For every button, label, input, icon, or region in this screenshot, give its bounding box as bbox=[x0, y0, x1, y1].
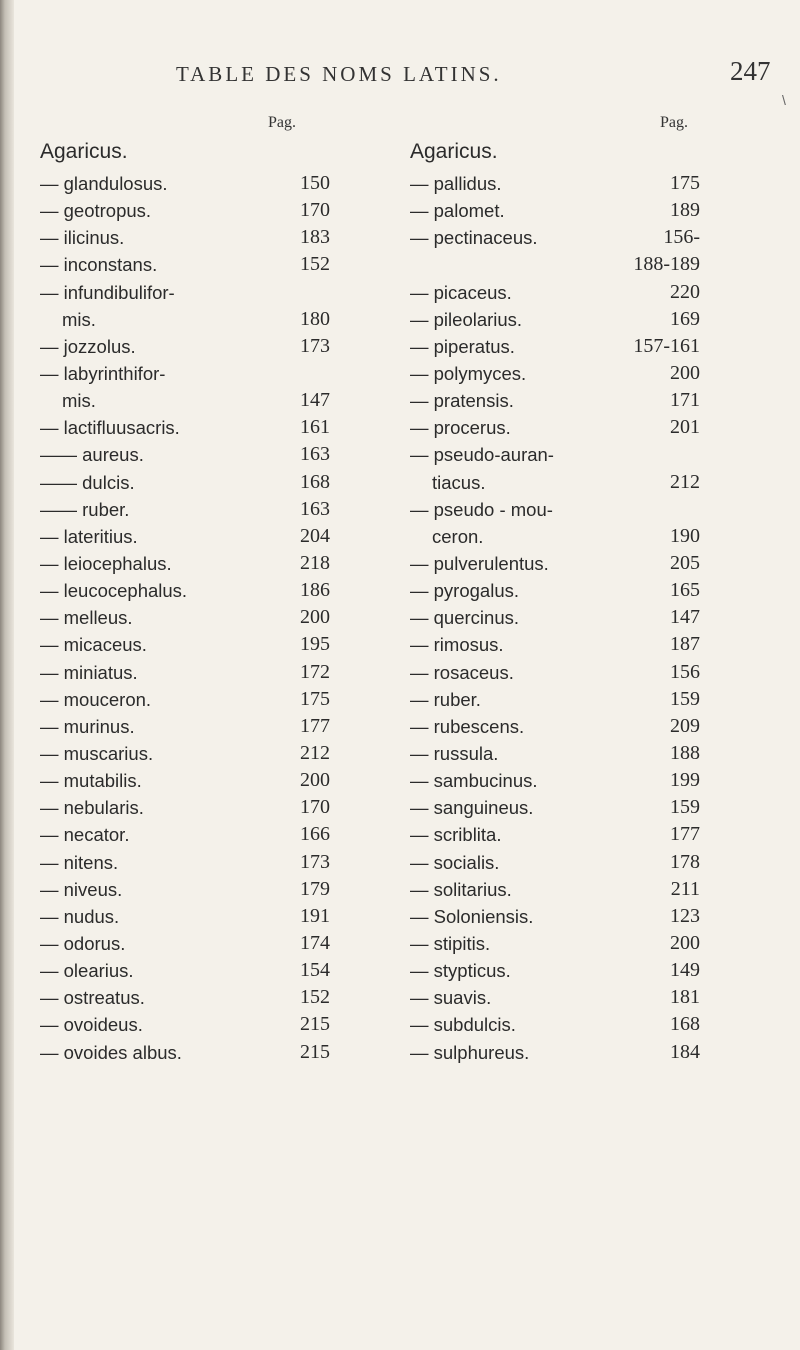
entry-page: 174 bbox=[300, 931, 330, 954]
entry-page: 200 bbox=[300, 606, 330, 629]
entry-page: 147 bbox=[300, 389, 330, 412]
index-entry bbox=[410, 441, 700, 468]
entry-page: 181 bbox=[670, 986, 700, 1009]
index-entry bbox=[410, 984, 700, 1011]
entry-page: 166 bbox=[300, 823, 330, 846]
index-entry bbox=[40, 414, 330, 441]
entry-page: 175 bbox=[670, 172, 700, 194]
entry-page: 188 bbox=[670, 741, 700, 764]
entry-name: — ruber. bbox=[410, 688, 481, 710]
index-entry bbox=[40, 577, 330, 604]
entry-page: 189 bbox=[670, 199, 700, 222]
right-pag-label: Pag. bbox=[660, 114, 688, 131]
index-entry bbox=[410, 740, 700, 767]
entry-page: 173 bbox=[300, 850, 330, 873]
index-entry bbox=[410, 631, 700, 658]
entry-page: 163 bbox=[300, 443, 330, 466]
index-entry bbox=[40, 794, 330, 821]
entry-page: 180 bbox=[300, 307, 330, 330]
entry-name: — pseudo-auran- bbox=[410, 444, 554, 466]
entry-name: — jozzolus. bbox=[40, 335, 136, 357]
entry-name: — leiocephalus. bbox=[40, 552, 172, 574]
entry-name: — pulverulentus. bbox=[410, 552, 549, 574]
entry-page: 161 bbox=[300, 416, 330, 439]
entry-page: 200 bbox=[300, 769, 330, 792]
entry-page: 165 bbox=[670, 579, 700, 602]
entry-name: — ostreatus. bbox=[40, 987, 145, 1009]
entry-name: — ovoides albus. bbox=[40, 1041, 182, 1063]
entry-name: — polymyces. bbox=[410, 362, 527, 384]
entry-name: —— ruber. bbox=[40, 498, 130, 520]
entry-page: 188-189 bbox=[633, 253, 700, 276]
entry-name: — necator. bbox=[40, 824, 130, 846]
index-entry bbox=[410, 821, 700, 848]
entry-name: — miniatus. bbox=[40, 661, 138, 683]
index-entry bbox=[410, 1011, 700, 1038]
entry-name: — nudus. bbox=[40, 905, 120, 927]
index-entry bbox=[410, 170, 700, 197]
entry-name: — ilicinus. bbox=[40, 227, 125, 249]
index-entry bbox=[410, 414, 700, 441]
entry-name: — labyrinthifor- bbox=[40, 362, 166, 384]
entry-name: — subdulcis. bbox=[410, 1014, 516, 1036]
entry-page: 215 bbox=[300, 1013, 330, 1036]
entry-name: — sulphureus. bbox=[410, 1041, 530, 1063]
entry-name: — suavis. bbox=[410, 987, 492, 1009]
index-entry bbox=[40, 279, 330, 306]
entry-page: 218 bbox=[300, 551, 330, 574]
entry-name: — pectinaceus. bbox=[410, 227, 538, 249]
entry-page: 220 bbox=[670, 280, 700, 303]
index-entry bbox=[40, 767, 330, 794]
index-entry bbox=[40, 957, 330, 984]
index-entry bbox=[410, 333, 700, 360]
entry-name: mis. bbox=[62, 308, 96, 330]
index-entry bbox=[410, 659, 700, 686]
entry-name: — piperatus. bbox=[410, 335, 515, 357]
index-entry bbox=[40, 333, 330, 360]
entry-name: — infundibulifor- bbox=[40, 281, 175, 303]
index-entry bbox=[410, 251, 700, 278]
page-number: 247 bbox=[730, 56, 771, 86]
index-entry bbox=[40, 659, 330, 686]
entry-name: — stypticus. bbox=[410, 960, 511, 982]
index-entry bbox=[410, 604, 700, 631]
entry-page: 209 bbox=[670, 714, 700, 737]
index-entry bbox=[40, 550, 330, 577]
entry-name: — mouceron. bbox=[40, 688, 152, 710]
entry-page: 212 bbox=[670, 470, 700, 493]
index-entry bbox=[410, 930, 700, 957]
entry-page: 177 bbox=[300, 714, 330, 737]
entry-page: 175 bbox=[300, 687, 330, 710]
entry-page: 178 bbox=[670, 850, 700, 873]
entry-page: 195 bbox=[300, 633, 330, 656]
entry-name: — quercinus. bbox=[410, 607, 519, 629]
index-entry bbox=[40, 604, 330, 631]
entry-name: — melleus. bbox=[40, 607, 133, 629]
entry-name: — pratensis. bbox=[410, 390, 514, 412]
index-entry bbox=[40, 197, 330, 224]
entry-page: 177 bbox=[670, 823, 700, 846]
entry-name: ceron. bbox=[432, 525, 484, 547]
entry-page: 200 bbox=[670, 931, 700, 954]
index-entry bbox=[410, 387, 700, 414]
index-entry bbox=[40, 360, 330, 387]
index-entry bbox=[410, 550, 700, 577]
entry-name: — geotropus. bbox=[40, 200, 152, 222]
index-entry bbox=[40, 1039, 330, 1066]
index-entry bbox=[410, 197, 700, 224]
index-entry bbox=[410, 767, 700, 794]
entry-page: 152 bbox=[300, 986, 330, 1009]
index-entry bbox=[410, 496, 700, 523]
index-entry bbox=[40, 387, 330, 414]
entry-name: — scriblita. bbox=[410, 824, 502, 846]
entry-page: 169 bbox=[670, 307, 700, 330]
index-entry bbox=[410, 1039, 700, 1066]
entry-name: — rubescens. bbox=[410, 715, 525, 737]
index-entry bbox=[410, 360, 700, 387]
entry-page: 157-161 bbox=[633, 334, 700, 357]
index-entry bbox=[40, 251, 330, 278]
entry-name: — rimosus. bbox=[410, 634, 504, 656]
entry-page: 149 bbox=[670, 959, 700, 982]
index-entry bbox=[410, 957, 700, 984]
index-entry bbox=[40, 631, 330, 658]
entry-page: 147 bbox=[670, 606, 700, 629]
entry-page: 152 bbox=[300, 253, 330, 276]
entry-name: — muscarius. bbox=[40, 742, 154, 764]
entry-page: 173 bbox=[300, 334, 330, 357]
entry-page: 168 bbox=[670, 1013, 700, 1036]
entry-name: — solitarius. bbox=[410, 878, 512, 900]
entry-page: 200 bbox=[670, 361, 700, 384]
entry-name: — sambucinus. bbox=[410, 770, 538, 792]
index-entry bbox=[410, 577, 700, 604]
entry-name: — pileolarius. bbox=[410, 308, 523, 330]
entry-page: 183 bbox=[300, 226, 330, 249]
entry-page: 211 bbox=[670, 877, 700, 900]
entry-page: 156- bbox=[663, 226, 700, 249]
entry-page: 171 bbox=[670, 389, 700, 412]
entry-name: — stipitis. bbox=[410, 932, 491, 954]
entry-name: — palomet. bbox=[410, 200, 505, 222]
entry-page: 187 bbox=[670, 633, 700, 656]
entry-page: 199 bbox=[670, 769, 700, 792]
right-entry-list bbox=[410, 170, 700, 1066]
entry-name: — pseudo - mou- bbox=[410, 498, 553, 520]
entry-page: 212 bbox=[300, 741, 330, 764]
entry-name: — inconstans. bbox=[40, 254, 158, 276]
entry-name: — rosaceus. bbox=[410, 661, 514, 683]
index-entry bbox=[40, 496, 330, 523]
entry-page: 215 bbox=[300, 1040, 330, 1063]
index-entry bbox=[410, 306, 700, 333]
index-entry bbox=[40, 224, 330, 251]
entry-name: — russula. bbox=[410, 742, 499, 764]
index-entry bbox=[40, 306, 330, 333]
entry-name: — Soloniensis. bbox=[410, 905, 534, 927]
entry-page: 186 bbox=[300, 579, 330, 602]
index-entry bbox=[40, 441, 330, 468]
index-entry bbox=[40, 170, 330, 197]
entry-name: — olearius. bbox=[40, 960, 134, 982]
index-entry bbox=[40, 469, 330, 496]
entry-page: 179 bbox=[300, 877, 330, 900]
entry-page: 170 bbox=[300, 796, 330, 819]
entry-page: 172 bbox=[300, 660, 330, 683]
index-entry bbox=[40, 984, 330, 1011]
entry-page: 184 bbox=[670, 1040, 700, 1063]
index-entry bbox=[410, 849, 700, 876]
entry-name: — sanguineus. bbox=[410, 797, 534, 819]
entry-name: —— aureus. bbox=[40, 444, 144, 466]
entry-page: 204 bbox=[300, 524, 330, 547]
entry-page: 168 bbox=[300, 470, 330, 493]
left-genus-heading: Agaricus. bbox=[40, 140, 128, 163]
entry-name: — murinus. bbox=[40, 715, 135, 737]
left-entry-list bbox=[40, 170, 330, 1066]
entry-name: — lactifluusacris. bbox=[40, 417, 180, 439]
entry-name: — procerus. bbox=[410, 417, 511, 439]
index-entry bbox=[40, 713, 330, 740]
index-entry bbox=[410, 713, 700, 740]
index-entry bbox=[40, 876, 330, 903]
entry-name: —— dulcis. bbox=[40, 471, 135, 493]
entry-page: 205 bbox=[670, 551, 700, 574]
index-entry bbox=[40, 686, 330, 713]
page-spine-shadow bbox=[0, 0, 14, 1350]
entry-name: — ovoideus. bbox=[40, 1014, 143, 1036]
entry-name: — odorus. bbox=[40, 932, 126, 954]
entry-page: 159 bbox=[670, 687, 700, 710]
entry-page: 163 bbox=[300, 497, 330, 520]
entry-name: mis. bbox=[62, 390, 96, 412]
index-entry bbox=[40, 821, 330, 848]
index-entry bbox=[410, 224, 700, 251]
index-entry bbox=[40, 903, 330, 930]
left-pag-label: Pag. bbox=[268, 114, 296, 131]
entry-name: — pallidus. bbox=[410, 173, 502, 194]
index-entry bbox=[410, 686, 700, 713]
index-entry bbox=[410, 903, 700, 930]
entry-page: 170 bbox=[300, 199, 330, 222]
index-entry bbox=[410, 279, 700, 306]
right-genus-heading: Agaricus. bbox=[410, 140, 498, 163]
entry-page: 123 bbox=[670, 904, 700, 927]
entry-page: 159 bbox=[670, 796, 700, 819]
index-entry bbox=[40, 740, 330, 767]
entry-name: — nebularis. bbox=[40, 797, 144, 819]
index-entry bbox=[40, 849, 330, 876]
entry-name: tiacus. bbox=[432, 471, 486, 493]
entry-name: — nitens. bbox=[40, 851, 119, 873]
entry-name: — micaceus. bbox=[40, 634, 147, 656]
entry-name: — socialis. bbox=[410, 851, 500, 873]
index-entry bbox=[410, 876, 700, 903]
page-header-title: TABLE DES NOMS LATINS. bbox=[176, 62, 502, 86]
index-entry bbox=[410, 469, 700, 496]
entry-name: — lateritius. bbox=[40, 525, 138, 547]
index-entry bbox=[410, 523, 700, 550]
entry-page: 154 bbox=[300, 959, 330, 982]
entry-page: 201 bbox=[670, 416, 700, 439]
index-entry bbox=[40, 523, 330, 550]
entry-name: — glandulosus. bbox=[40, 173, 168, 194]
index-entry bbox=[40, 1011, 330, 1038]
entry-page: 156 bbox=[670, 660, 700, 683]
index-entry bbox=[410, 794, 700, 821]
entry-name: — pyrogalus. bbox=[410, 580, 519, 602]
entry-name: — leucocephalus. bbox=[40, 580, 188, 602]
entry-page: 190 bbox=[670, 524, 700, 547]
entry-name: — mutabilis. bbox=[40, 770, 142, 792]
entry-page: 150 bbox=[300, 172, 330, 194]
entry-name: — picaceus. bbox=[410, 281, 512, 303]
entry-page: 191 bbox=[300, 904, 330, 927]
index-entry bbox=[40, 930, 330, 957]
entry-name: — niveus. bbox=[40, 878, 123, 900]
margin-mark: \ bbox=[782, 92, 786, 108]
